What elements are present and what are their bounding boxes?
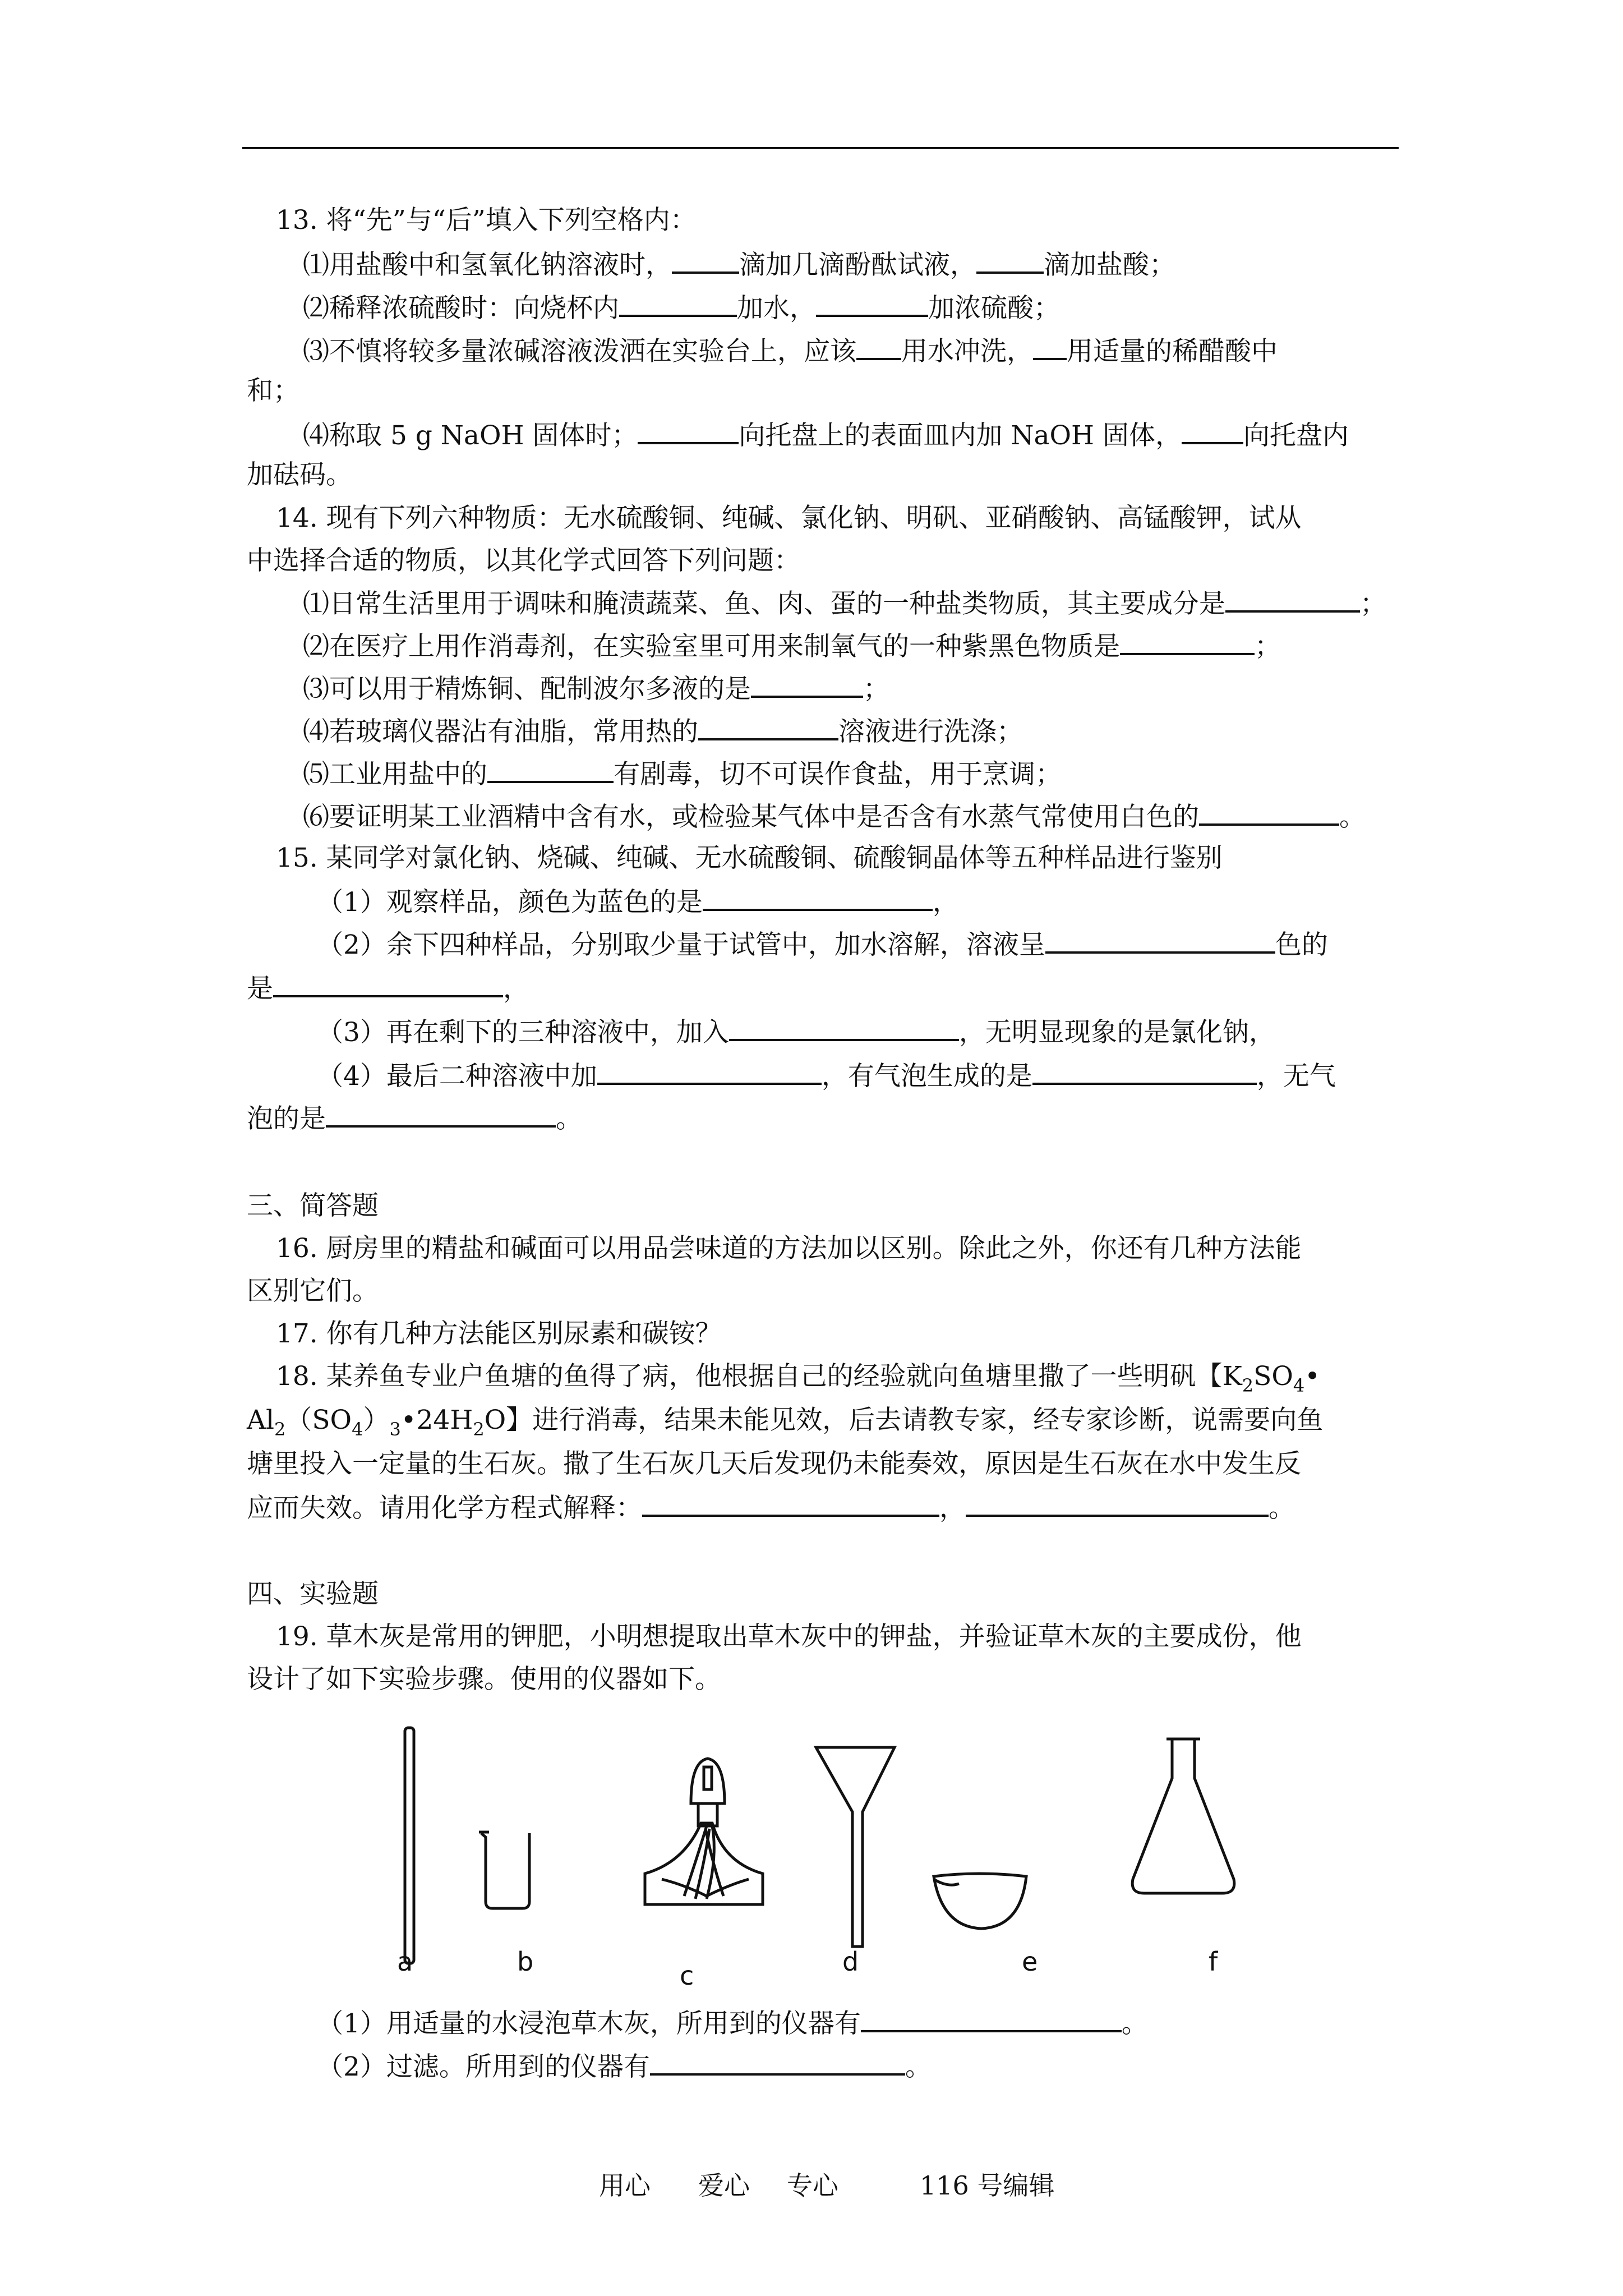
answer-blank[interactable] [672, 247, 739, 274]
answer-blank[interactable] [638, 417, 739, 444]
q14-item-3: ⑶可以用于精炼铜、配制波尔多液的是 ； [303, 671, 889, 706]
q16-line-1: 16. 厨房里的精盐和碱面可以用品尝味道的方法加以区别。除此之外，你还有几种方法能 [276, 1233, 1302, 1264]
glass-rod-icon [405, 1728, 414, 1963]
equipment-label-a: a [397, 1947, 413, 1977]
q15-step-4-cont: 泡的是 。 [247, 1101, 582, 1136]
q13-item-4-cont: 加砝码。 [247, 459, 352, 490]
q19-line-2: 设计了如下实验步骤。使用的仪器如下。 [247, 1664, 721, 1695]
equipment-label-b: b [517, 1947, 534, 1977]
answer-blank[interactable] [326, 1101, 556, 1128]
answer-blank[interactable] [1120, 628, 1255, 655]
answer-blank[interactable] [650, 2049, 905, 2076]
q18-line-1: 18. 某养鱼专业户鱼塘的鱼得了病，他根据自己的经验就向鱼塘里撒了一些明矾【$K_2SO_4•$ [276, 1361, 1320, 1396]
q19-step-1: （1）用适量的水浸泡草木灰，所用到的仪器有 。 [317, 2005, 1148, 2041]
equipment-label-f: f [1209, 1947, 1218, 1977]
answer-blank[interactable] [487, 756, 614, 783]
section-heading-experiment: 四、实验题 [247, 1579, 379, 1609]
equipment-label-e: e [1022, 1947, 1038, 1977]
q14-item-4: ⑷若玻璃仪器沾有油脂，常用热的 溶液进行洗涤； [303, 714, 1023, 749]
equipment-label-d: d [842, 1947, 859, 1977]
q18-line-3: 塘里投入一定量的生石灰。撒了生石灰几天后发现仍未能奏效，原因是生石灰在水中发生反 [247, 1448, 1301, 1479]
q14-stem: 14. 现有下列六种物质：无水硫酸铜、纯碱、氯化钠、明矾、亚硝酸钠、高锰酸钾，试从 [276, 503, 1302, 533]
q19-line-1: 19. 草木灰是常用的钾肥，小明想提取出草木灰中的钾盐，并验证草木灰的主要成份，他 [276, 1621, 1302, 1652]
header-rule [242, 147, 1399, 149]
answer-blank[interactable] [597, 1058, 822, 1085]
q18-line-2: $Al_2(SO_4)_3•24H_2O$】进行消毒，结果未能见效，后去请教专家，经专家诊断，说需要向鱼 [247, 1405, 1324, 1440]
q14-item-2: ⑵在医疗上用作消毒剂，在实验室里可用来制氧气的一种紫黑色物质是 ； [303, 628, 1281, 664]
q18-line-4: 应而失效。请用化学方程式解释： ， 。 [247, 1490, 1295, 1525]
q16-line-2: 区别它们。 [247, 1276, 379, 1306]
answer-blank[interactable] [729, 1014, 959, 1041]
answer-blank[interactable] [1199, 799, 1339, 826]
answer-blank[interactable] [1045, 927, 1275, 954]
answer-blank[interactable] [1225, 586, 1360, 613]
section-heading-short-answer: 三、简答题 [247, 1190, 379, 1221]
answer-blank[interactable] [619, 290, 737, 317]
equipment-label-c: c [680, 1961, 694, 1991]
q15-step-4: （4）最后二种溶液中加 ，有气泡生成的是 ，无气 [317, 1058, 1336, 1093]
answer-blank[interactable] [966, 1490, 1269, 1517]
funnel-icon [816, 1747, 895, 1947]
footer-text-3: 专心 [787, 2170, 838, 2201]
conical-flask-icon [1132, 1739, 1234, 1893]
lab-equipment-figure [370, 1711, 1290, 2003]
answer-blank[interactable] [751, 671, 863, 698]
answer-blank[interactable] [856, 333, 901, 360]
q15-step-2: （2）余下四种样品，分别取少量于试管中，加水溶解，溶液呈 色的 [317, 927, 1328, 962]
answer-blank[interactable] [642, 1490, 939, 1517]
q15-step-1: （1）观察样品，颜色为蓝色的是 ， [317, 884, 959, 919]
q14-stem-cont: 中选择合适的物质，以其化学式回答下列问题： [247, 545, 800, 576]
q14-item-1: ⑴日常生活里用于调味和腌渍蔬菜、鱼、肉、蛋的一种盐类物质，其主要成分是 ； [303, 586, 1386, 621]
footer-text-1: 用心 [599, 2170, 651, 2201]
q19-step-2: （2）过滤。所用到的仪器有 。 [317, 2049, 932, 2084]
q13-stem: 13. 将“先”与“后”填入下列空格内： [276, 205, 697, 236]
answer-blank[interactable] [1033, 333, 1067, 360]
q15-stem: 15. 某同学对氯化钠、烧碱、纯碱、无水硫酸铜、硫酸铜晶体等五种样品进行鉴别 [276, 843, 1223, 873]
q14-item-6: ⑹要证明某工业酒精中含有水，或检验某气体中是否含有水蒸气常使用白色的 。 [303, 799, 1366, 834]
answer-blank[interactable] [703, 884, 933, 911]
alcohol-lamp-icon [645, 1759, 763, 1904]
answer-blank[interactable] [861, 2005, 1122, 2032]
q13-item-2: ⑵稀释浓硫酸时：向烧杯内 加水， 加浓硫酸； [303, 290, 1060, 325]
q14-item-5: ⑸工业用盐中的 有剧毒，切不可误作食盐，用于烹调； [303, 756, 1062, 792]
q17: 17. 你有几种方法能区别尿素和碳铵？ [276, 1318, 722, 1349]
answer-blank[interactable] [816, 290, 928, 317]
answer-blank[interactable] [1032, 1058, 1257, 1085]
q13-item-1: ⑴用盐酸中和氢氧化钠溶液时， 滴加几滴酚酞试液， 滴加盐酸； [303, 247, 1175, 282]
answer-blank[interactable] [976, 247, 1044, 274]
q15-step-3: （3）再在剩下的三种溶液中，加入 ，无明显现象的是氯化钠， [317, 1014, 1275, 1050]
q13-item-3-cont: 和； [247, 375, 299, 406]
q13-item-4: ⑷称取 5 g NaOH 固体时； 向托盘上的表面皿内加 NaOH 固体， 向托盘内 [303, 417, 1349, 453]
q13-item-3: ⑶不慎将较多量浓碱溶液泼洒在实验台上，应该 用水冲洗， 用适量的稀醋酸中 [303, 333, 1278, 369]
answer-blank[interactable] [698, 714, 838, 740]
beaker-icon [479, 1832, 529, 1908]
answer-blank[interactable] [273, 970, 503, 997]
footer-editor-note: 116 号编辑 [920, 2170, 1055, 2201]
footer-text-2: 爱心 [698, 2170, 750, 2201]
q15-step-2-cont: 是 ， [247, 970, 529, 1006]
evaporating-dish-icon [934, 1874, 1026, 1929]
answer-blank[interactable] [1182, 417, 1243, 444]
